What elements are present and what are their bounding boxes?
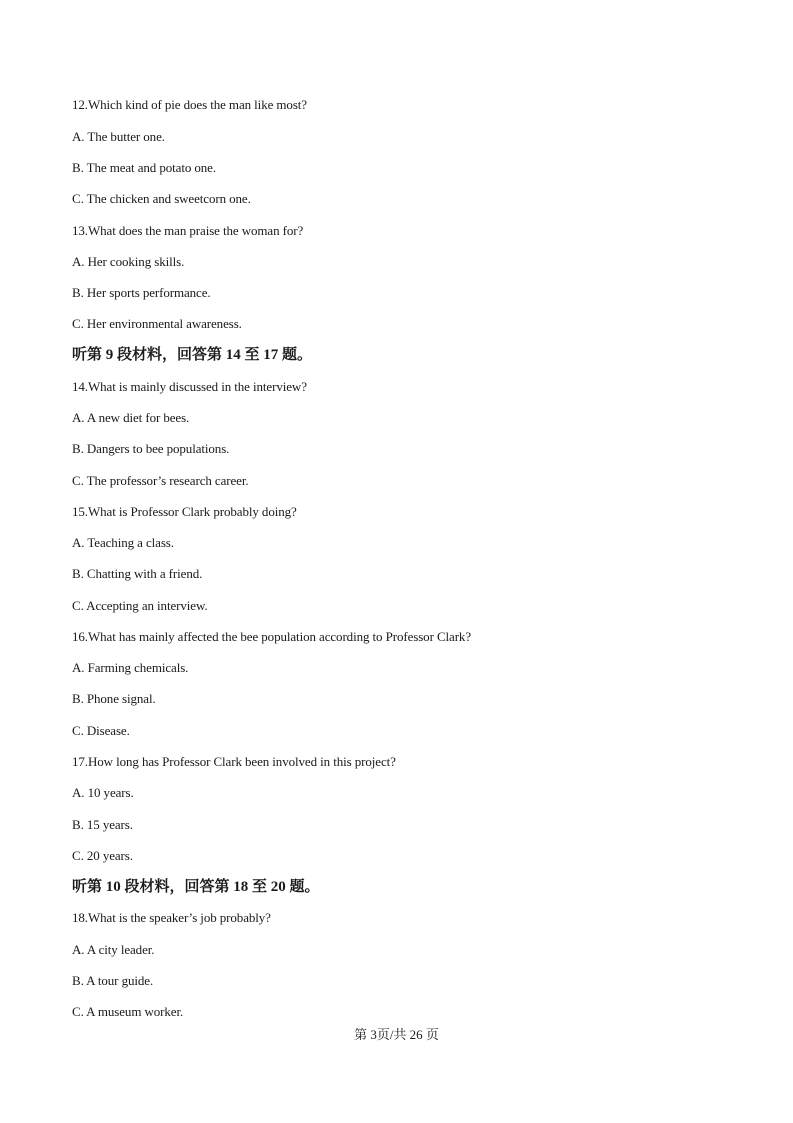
question-14-option-b: B. Dangers to bee populations.	[72, 441, 230, 456]
question-12-option-b: B. The meat and potato one.	[72, 160, 216, 175]
question-15-option-c: C. Accepting an interview.	[72, 598, 208, 613]
question-13-stem: 13.What does the man praise the woman for?	[72, 223, 304, 238]
page-number-footer: 第 3页/共 26 页	[354, 1027, 439, 1042]
question-13-option-a: A. Her cooking skills.	[72, 254, 185, 269]
question-17-option-a: A. 10 years.	[72, 785, 134, 800]
question-17-stem: 17.How long has Professor Clark been involved in this project?	[72, 754, 396, 769]
question-13-option-c: C. Her environmental awareness.	[72, 316, 242, 331]
question-12-option-c: C. The chicken and sweetcorn one.	[72, 191, 251, 206]
question-17-option-c: C. 20 years.	[72, 848, 133, 863]
question-16-option-a: A. Farming chemicals.	[72, 660, 189, 675]
question-16-stem: 16.What has mainly affected the bee population according to Professor Clark?	[72, 629, 471, 644]
question-16-option-c: C. Disease.	[72, 723, 130, 738]
question-12-option-a: A. The butter one.	[72, 129, 165, 144]
question-14-stem: 14.What is mainly discussed in the interview?	[72, 379, 307, 394]
question-14-option-a: A. A new diet for bees.	[72, 410, 190, 425]
question-16-option-b: B. Phone signal.	[72, 691, 156, 706]
question-15-option-a: A. Teaching a class.	[72, 535, 174, 550]
question-12-stem: 12.Which kind of pie does the man like most?	[72, 97, 307, 112]
question-15-option-b: B. Chatting with a friend.	[72, 566, 203, 581]
section-heading-9: 听第 9 段材料，回答第 14 至 17 题。	[72, 347, 313, 363]
question-13-option-b: B. Her sports performance.	[72, 285, 211, 300]
question-15-stem: 15.What is Professor Clark probably doing?	[72, 504, 297, 519]
question-18-option-b: B. A tour guide.	[72, 973, 154, 988]
question-18-option-c: C. A museum worker.	[72, 1004, 184, 1019]
question-18-stem: 18.What is the speaker’s job probably?	[72, 910, 271, 925]
question-17-option-b: B. 15 years.	[72, 817, 133, 832]
question-14-option-c: C. The professor’s research career.	[72, 473, 249, 488]
question-18-option-a: A. A city leader.	[72, 942, 155, 957]
section-heading-10: 听第 10 段材料，回答第 18 至 20 题。	[72, 879, 320, 895]
